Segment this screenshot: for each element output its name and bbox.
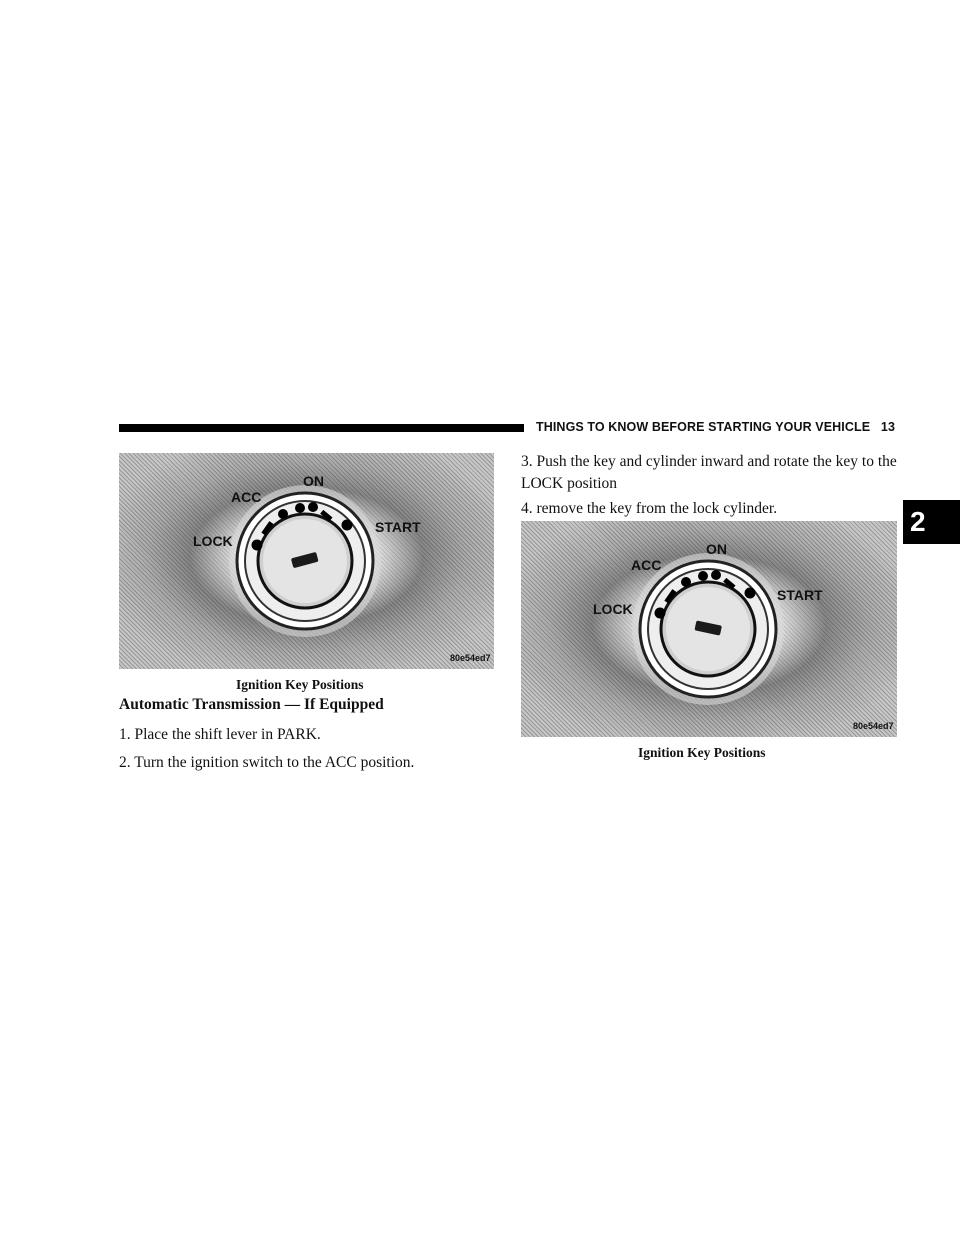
ignition-figure-2 (521, 521, 897, 737)
label-on: ON (706, 541, 727, 557)
label-acc: ACC (231, 489, 262, 505)
ignition-figure-1 (119, 453, 494, 669)
step-2: 2. Turn the ignition switch to the ACC position. (119, 754, 415, 771)
page-number: 13 (880, 420, 896, 434)
figure-code: 80e54ed7 (853, 721, 894, 731)
figure-code: 80e54ed7 (450, 653, 491, 663)
figure-caption: Ignition Key Positions (638, 745, 766, 760)
label-start: START (375, 519, 421, 535)
label-start: START (777, 587, 823, 603)
step-3: 3. Push the key and cylinder inward and rotate the key to the LOCK position (521, 453, 897, 492)
label-on: ON (303, 473, 324, 489)
chapter-tab: 2 (903, 500, 960, 544)
label-lock: LOCK (193, 533, 233, 549)
label-acc: ACC (631, 557, 662, 573)
figure-caption: Ignition Key Positions (236, 677, 364, 692)
header-title: THINGS TO KNOW BEFORE STARTING YOUR VEHICLE (536, 420, 871, 434)
running-header (536, 420, 895, 434)
step-1: 1. Place the shift lever in PARK. (119, 726, 321, 743)
section-heading: Automatic Transmission — If Equipped (119, 696, 384, 713)
header-rule (119, 424, 524, 432)
label-lock: LOCK (593, 601, 633, 617)
step-4: 4. remove the key from the lock cylinder. (521, 500, 778, 517)
